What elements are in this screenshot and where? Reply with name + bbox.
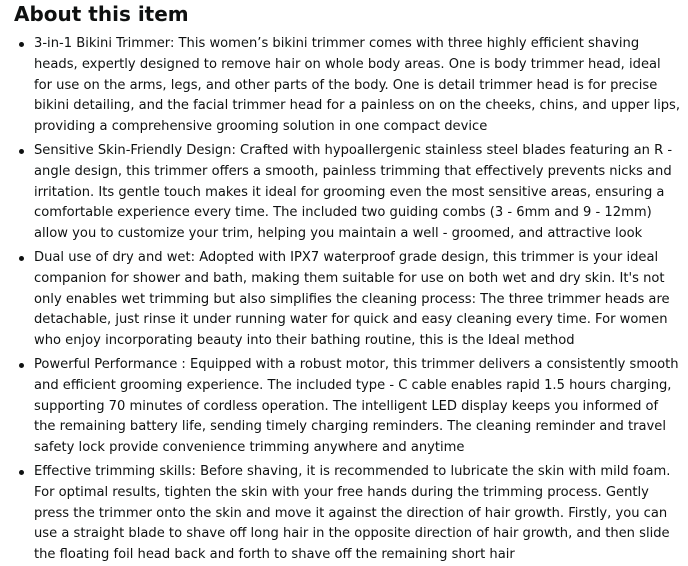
feature-bullet: Sensitive Skin-Friendly Design: Crafted with hypoallergenic stainless steel blades featuring an R - angle design, this trimmer offers a smooth, painless trimming that effectively prevents nicks and irritation. Its gentle touch makes it ideal for grooming even the most sensitive areas, ensuring a comfortable experience every time. The included two guiding combs (3 - 6mm and 9 - 12mm) allow you to customize your trim, helping you maintain a well - groomed, and attractive look [14, 141, 682, 245]
section-title: About this item [14, 2, 189, 26]
feature-bullet: 3-in-1 Bikini Trimmer: This women’s bikini trimmer comes with three highly efficient shaving heads, expertly designed to remove hair on whole body areas. One is body trimmer head, ideal for use on the arms, legs, and other parts of the body. One is detail trimmer head is for precise bikini detailing, and the facial trimmer head for a painless on on the cheeks, chins, and upper lips, providing a comprehensive grooming solution in one compact device [14, 34, 682, 138]
feature-bullet: Powerful Performance : Equipped with a robust motor, this trimmer delivers a consistently smooth and efficient grooming experience. The included type - C cable enables rapid 1.5 hours charging, supporting 70 minutes of cordless operation. The intelligent LED display keeps you informed of the remaining battery life, sending timely charging reminders. The cleaning reminder and travel safety lock provide convenience trimming anywhere and anytime [14, 355, 682, 459]
feature-bullet: Dual use of dry and wet: Adopted with IPX7 waterproof grade design, this trimmer is your ideal companion for shower and bath, making them suitable for use on both wet and dry skin. It's not only enables wet trimming but also simplifies the cleaning process: The three trimmer heads are detachable, just rinse it under running water for quick and easy cleaning every time. For women who enjoy incorporating beauty into their bathing routine, this is the Ideal method [14, 248, 682, 352]
feature-bullet: Effective trimming skills: Before shaving, it is recommended to lubricate the skin with mild foam. For optimal results, tighten the skin with your free hands during the trimming process. Gently press the trimmer onto the skin and move it against the direction of hair growth. Firstly, you can use a straight blade to shave off long hair in the opposite direction of hair growth, and then slide the floating foil head back and forth to shave off the remaining short hair [14, 462, 682, 566]
feature-bullet-list [14, 34, 682, 566]
